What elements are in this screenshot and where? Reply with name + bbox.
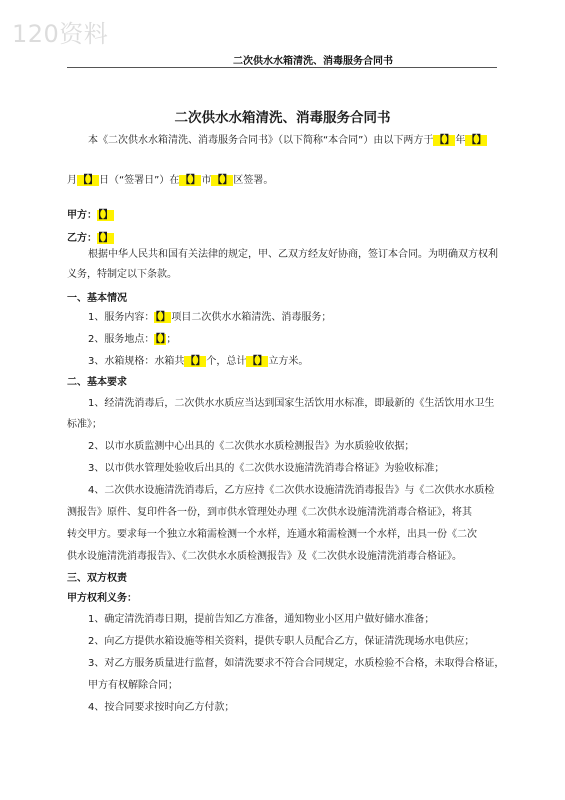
- s3-line: 甲方有权解除合同；: [88, 680, 178, 691]
- s2-line: 转交甲方。要求每一个独立水箱需检测一个水样，连通水箱需检测一个水样，出具一份《二次: [67, 529, 477, 540]
- s3-line: 4、按合同要求按时向乙方付款；: [88, 702, 235, 713]
- section-3-heading: 三、双方权责: [67, 573, 127, 584]
- s2-line: 测报告》原件、复印件各一份，到市供水管理处办理《二次供水设施清洗消毒合格证》，将其: [67, 507, 472, 518]
- section-2-heading: 二、基本要求: [67, 377, 127, 388]
- s2-line: 3、以市供水管理处验收后出具的《二次供水设施清洗消毒合格证》为验收标准；: [88, 463, 445, 474]
- s2-line: 供水设施清洗消毒报告》、《二次供水水质检测报告》及《二次供水设施清洗消毒合格证》。: [67, 551, 462, 562]
- intro-line-2: 月【】日（“签署日”）在【】市【】区签署。: [67, 175, 274, 186]
- section-1-heading: 一、基本情况: [67, 293, 127, 304]
- preamble-line-1: 根据中华人民共和国有关法律的规定，甲、乙双方经友好协商，签订本合同。为明确双方权利: [88, 249, 498, 260]
- party-a: 甲方：【】: [67, 210, 113, 221]
- intro-line-1: 本《二次供水水箱清洗、消毒服务合同书》（以下简称“本合同”）由以下两方于【】年【】: [88, 135, 487, 146]
- s1-item-1: 1、服务内容：【】项目二次供水水箱清洗、消毒服务；: [88, 312, 332, 323]
- s1-item-2: 2、服务地点：【】；: [88, 334, 177, 345]
- party-a-duties-heading: 甲方权利义务：: [67, 593, 137, 604]
- s3-line: 1、确定清洗消毒日期，提前告知乙方准备，通知物业小区用户做好储水准备；: [88, 614, 435, 625]
- preamble-line-2: 义务，特制定以下条款。: [67, 269, 177, 280]
- document-title: 二次供水水箱清洗、消毒服务合同书: [174, 110, 391, 126]
- party-b: 乙方：【】: [67, 233, 113, 244]
- watermark: 120资料: [12, 20, 109, 48]
- s3-line: 2、向乙方提供水箱设施等相关资料，提供专职人员配合乙方，保证清洗现场水电供应；: [88, 636, 475, 647]
- s2-line: 2、以市水质监测中心出具的《二次供水水质检测报告》为水质验收依据；: [88, 441, 415, 452]
- s2-line: 4、二次供水设施清洗消毒后，乙方应持《二次供水设施清洗消毒报告》与《二次供水水质检: [88, 485, 495, 496]
- s3-line: 3、对乙方服务质量进行监督，如清洗要求不符合合同规定，水质检验不合格，未取得合格证，: [88, 658, 505, 669]
- s1-item-3: 3、水箱规格：水箱共【】个，总计【】立方米。: [88, 356, 309, 367]
- s2-line: 1、经清洗消毒后，二次供水水质应当达到国家生活饮用水标准，即最新的《生活饮用水卫生: [88, 398, 495, 409]
- header-rule: [67, 67, 497, 68]
- running-header: 二次供水水箱清洗、消毒服务合同书: [233, 56, 393, 67]
- s2-line: 标准》；: [67, 419, 102, 430]
